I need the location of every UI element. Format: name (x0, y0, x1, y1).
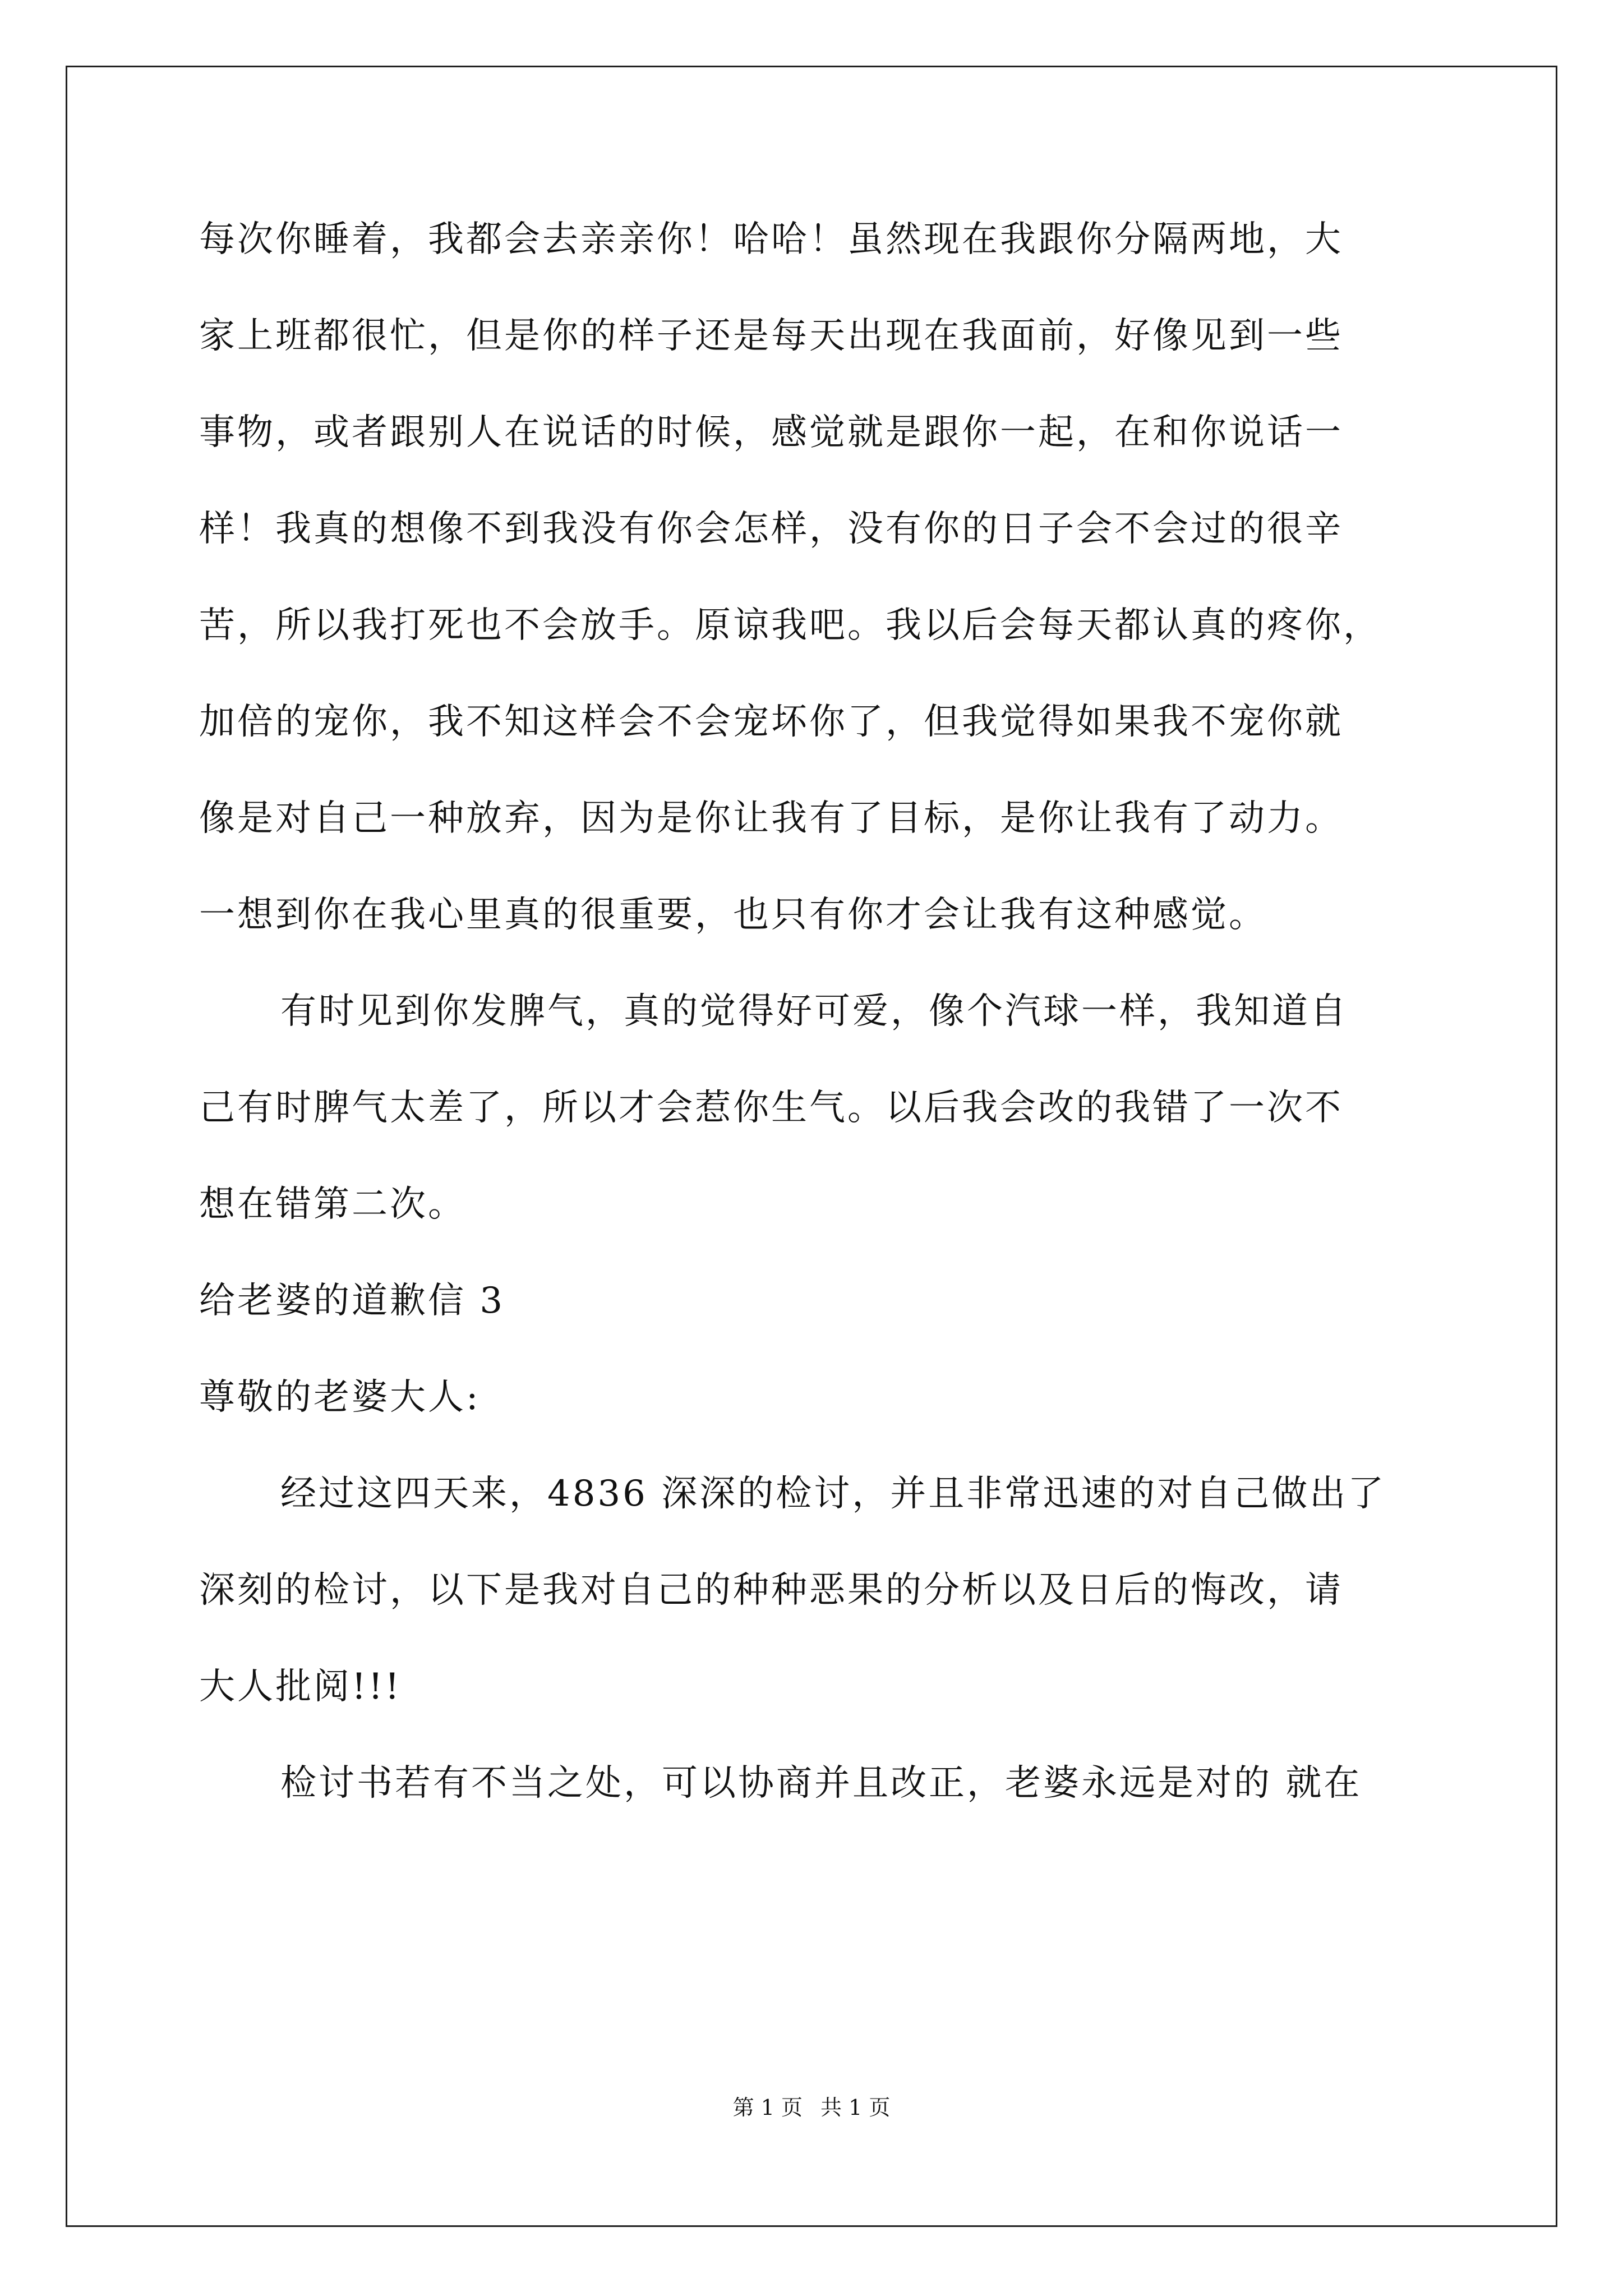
text-line: 想在错第二次。 (199, 1184, 466, 1225)
text-line: 像是对自己一种放弃，因为是你让我有了目标，是你让我有了动力。 (199, 798, 1343, 839)
text-line: 有时见到你发脾气，真的觉得好可爱，像个汽球一样，我知道自 (280, 991, 1348, 1032)
text-line: 深刻的检讨，以下是我对自己的种种恶果的分析以及日后的悔改，请 (199, 1570, 1343, 1611)
text-line: 家上班都很忙，但是你的样子还是每天出现在我面前，好像见到一些 (199, 315, 1343, 357)
salutation: 尊敬的老婆大人: (199, 1377, 481, 1418)
page-footer (0, 2095, 1623, 2120)
page-total: 共 1 页 (820, 2095, 891, 2120)
page-number: 第 1 页 (732, 2095, 803, 2120)
text-line: 检讨书若有不当之处，可以协商并且改正，老婆永远是对的 就在 (280, 1763, 1362, 1804)
text-line: 加倍的宠你，我不知这样会不会宠坏你了，但我觉得如果我不宠你就 (199, 701, 1343, 743)
text-line: 每次你睡着，我都会去亲亲你！哈哈！虽然现在我跟你分隔两地，大 (199, 219, 1343, 260)
section-heading: 给老婆的道歉信 3 (199, 1280, 505, 1322)
document-body (199, 219, 1438, 1862)
text-line: 事物，或者跟别人在说话的时候，感觉就是跟你一起，在和你说话一 (199, 412, 1343, 453)
text-line: 一想到你在我心里真的很重要，也只有你才会让我有这种感觉。 (199, 894, 1267, 936)
text-line: 经过这四天来，4836 深深的检讨，并且非常迅速的对自己做出了 (280, 1473, 1386, 1515)
text-line: 样！我真的想像不到我没有你会怎样，没有你的日子会不会过的很辛 (199, 508, 1343, 550)
text-line: 己有时脾气太差了，所以才会惹你生气。以后我会改的我错了一次不 (199, 1087, 1343, 1129)
text-line: 苦，所以我打死也不会放手。原谅我吧。我以后会每天都认真的疼你， (199, 605, 1381, 646)
text-line: 大人批阅!!! (199, 1666, 402, 1708)
